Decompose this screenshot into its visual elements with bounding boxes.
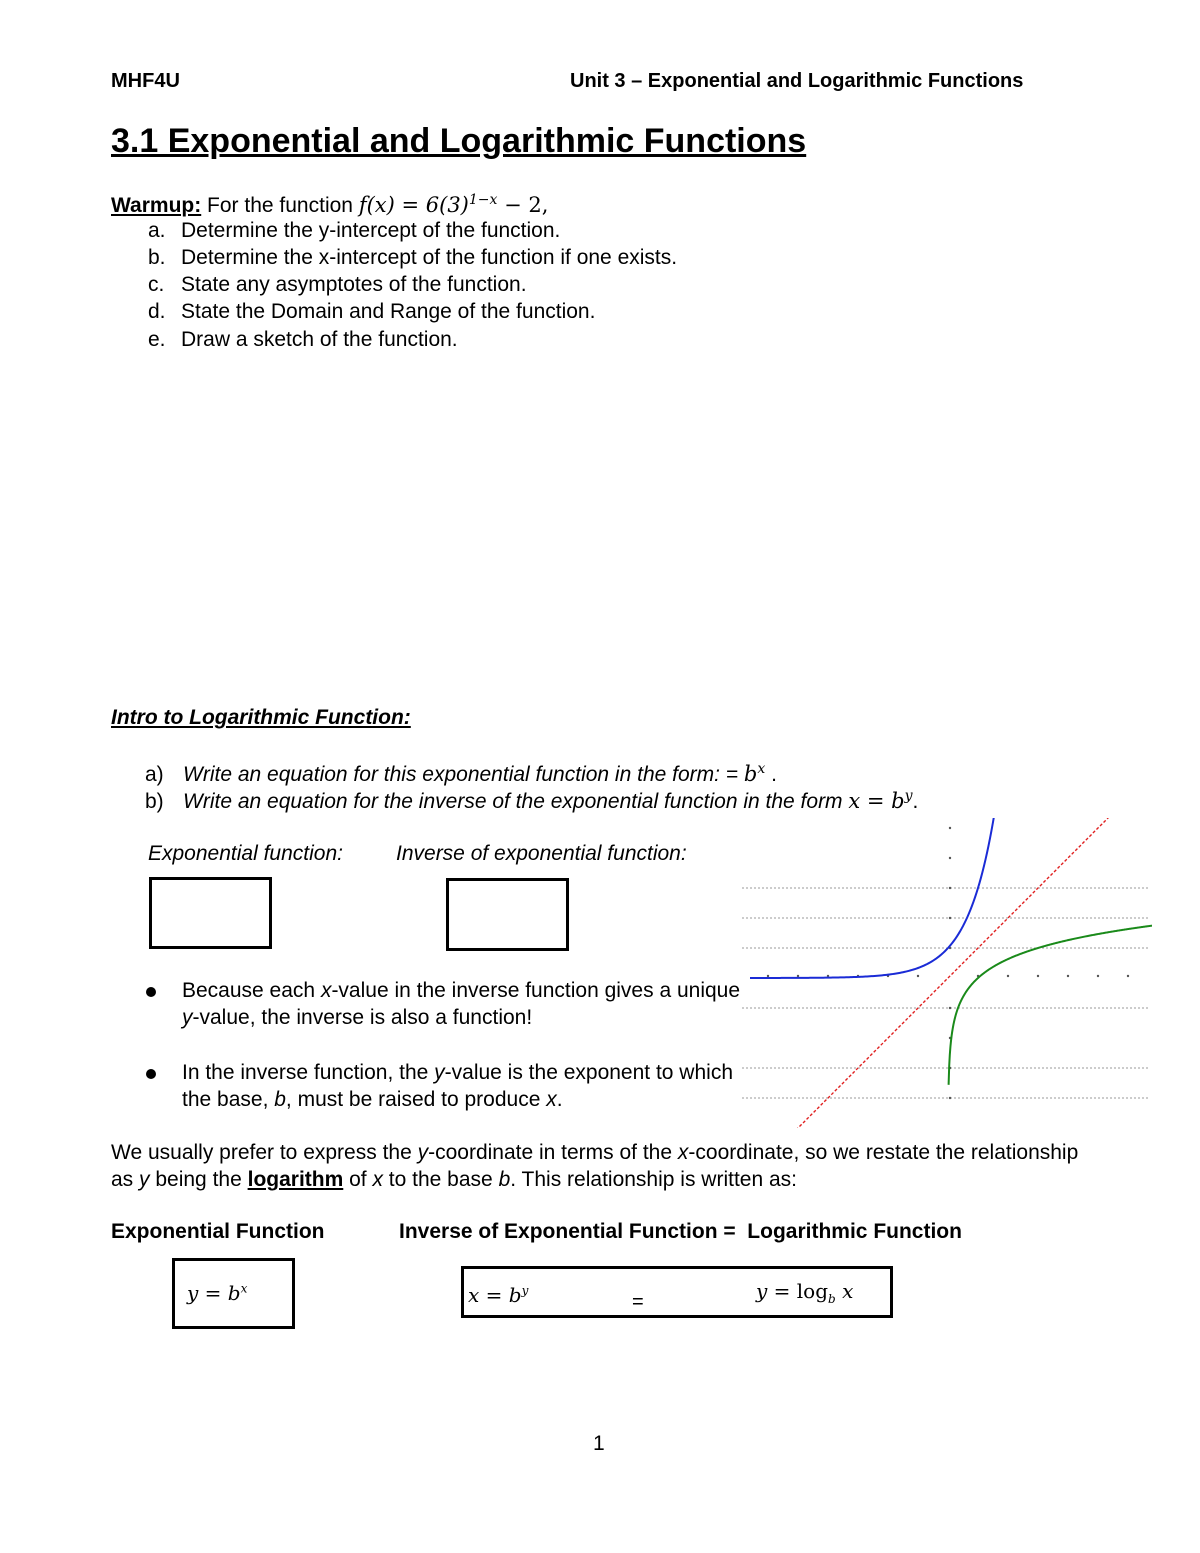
- exponential-answer-box[interactable]: [149, 877, 272, 949]
- inverse-answer-box[interactable]: [446, 878, 569, 951]
- warmup-lead: For the function: [201, 194, 359, 217]
- exponential-equation: $y = b^x$: [187, 1281, 248, 1305]
- warmup-exponent: 1−x: [468, 192, 498, 208]
- exponential-function-label: Exponential function:: [148, 842, 343, 865]
- page-number: 1: [593, 1432, 605, 1455]
- warmup-item-e: [148, 328, 458, 352]
- logarithmic-equation: $y = \log_b x$: [756, 1279, 854, 1306]
- list-marker: d.: [148, 300, 166, 323]
- x-tick: [1097, 975, 1099, 977]
- inverse-log-equation-box: [461, 1266, 893, 1318]
- inverse-function-label: Inverse of exponential function:: [396, 842, 687, 865]
- exponential-curve: [750, 818, 995, 978]
- exponential-equation-box: [172, 1258, 295, 1329]
- warmup-item-a: [148, 219, 560, 243]
- course-code: MHF4U: [111, 70, 180, 92]
- warmup-line: [111, 192, 548, 218]
- exponential-function-heading: Exponential Function: [111, 1220, 325, 1243]
- question-end: .: [765, 763, 777, 786]
- bullet-icon: [146, 987, 156, 997]
- y-tick: [949, 827, 951, 829]
- page-title: 3.1 Exponential and Logarithmic Functions: [111, 122, 807, 160]
- question-text: Write an equation for this exponential function in the form: =: [183, 763, 744, 786]
- equals-sign: =: [632, 1291, 644, 1313]
- y-tick: [949, 857, 951, 859]
- inverse-log-heading: Inverse of Exponential Function = Logarithmic Function: [399, 1220, 962, 1243]
- x-tick: [1067, 975, 1069, 977]
- list-marker: e.: [148, 328, 166, 351]
- bullet-text: In the inverse function, the y-value is the exponent to which the base, b, must be raised to produce x.: [182, 1061, 733, 1111]
- warmup-item-b: [148, 246, 677, 270]
- warmup-tail: − 2,: [497, 193, 549, 217]
- list-marker: a.: [148, 219, 166, 242]
- x-tick: [1037, 975, 1039, 977]
- intro-question-b: [145, 788, 918, 814]
- y-tick: [949, 1097, 951, 1099]
- bullet-icon: [146, 1069, 156, 1079]
- list-marker: b.: [148, 246, 166, 269]
- logarithmic-curve: [949, 926, 1152, 1085]
- logarithm-explanation: We usually prefer to express the y-coordinate in terms of the x-coordinate, so we restate the relationship as y being the logarithm of x to the base b. This relationship is written as:: [111, 1141, 1079, 1191]
- question-sup: x: [757, 761, 766, 777]
- question-math: b: [743, 762, 758, 786]
- inverse-equation: $x = b^y$: [468, 1283, 529, 1307]
- list-text: Determine the x-intercept of the function if one exists.: [181, 246, 678, 269]
- intro-heading: Intro to Logarithmic Function:: [111, 706, 411, 729]
- x-tick: [1007, 975, 1009, 977]
- list-marker: c.: [148, 273, 165, 296]
- x-tick: [917, 975, 919, 977]
- list-text: State the Domain and Range of the function.: [181, 300, 596, 323]
- x-tick: [767, 975, 769, 977]
- intro-question-a: [145, 761, 777, 787]
- logarithm-term: logarithm: [247, 1168, 344, 1191]
- list-text: Determine the y-intercept of the function.: [181, 219, 561, 242]
- exponential-log-graph: [740, 818, 1152, 1128]
- question-sup: y: [904, 788, 913, 804]
- graph-grid: [742, 888, 1150, 1098]
- list-text: Draw a sketch of the function.: [181, 328, 458, 351]
- question-math: x = b: [848, 789, 905, 813]
- warmup-function: f(x) = 6(3): [358, 193, 469, 217]
- x-tick: [797, 975, 799, 977]
- y-tick: [949, 887, 951, 889]
- bullet-text: Because each x-value in the inverse function gives a unique y-value, the inverse is also a function!: [182, 979, 741, 1029]
- question-text: Write an equation for the inverse of the exponential function in the form: [183, 790, 849, 813]
- warmup-item-c: [148, 273, 527, 297]
- question-end: .: [912, 790, 919, 813]
- question-marker: a): [145, 763, 164, 786]
- y-tick: [949, 917, 951, 919]
- warmup-label: Warmup:: [111, 194, 202, 217]
- x-tick: [1127, 975, 1129, 977]
- y-tick: [949, 1007, 951, 1009]
- mirror-line-y-equals-x: [750, 818, 1152, 1128]
- question-marker: b): [145, 790, 164, 813]
- unit-title: Unit 3 – Exponential and Logarithmic Functions: [570, 70, 1024, 92]
- list-text: State any asymptotes of the function.: [181, 273, 527, 296]
- warmup-item-d: [148, 300, 595, 324]
- graph-ticks: [767, 827, 1129, 1099]
